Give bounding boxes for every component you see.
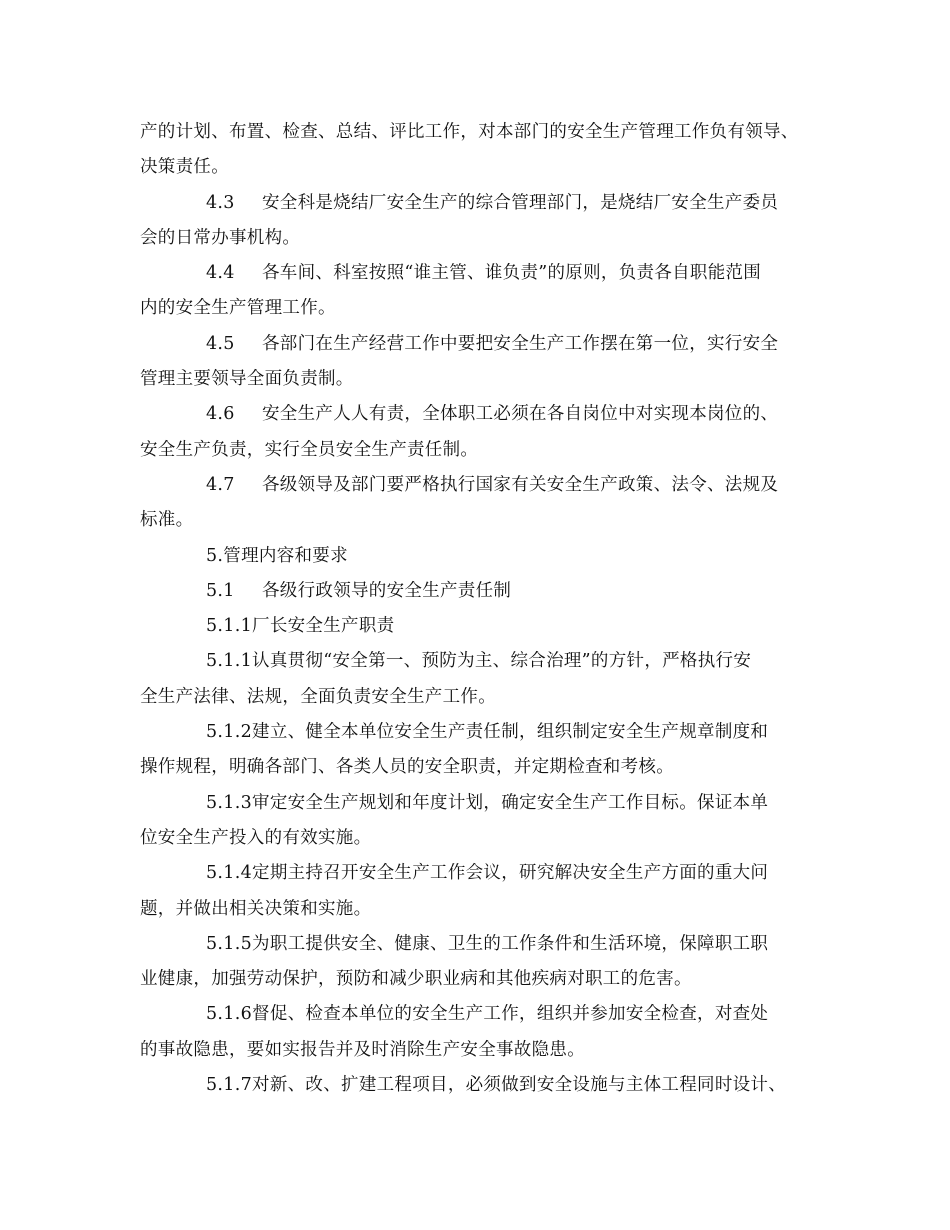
paragraph-line: 各车间、科室按照“谁主管、谁负责”的原则，负责各自职能范围 [262,263,762,284]
paragraph-line: 内的安全生产管理工作。 [140,298,336,319]
clause-4-3 [140,186,820,221]
clause-number: 4.3 [206,192,235,213]
paragraph-line: 5.1.7对新、改、扩建工程项目，必须做到安全设施与主体工程同时设计、 [206,1075,787,1096]
paragraph-line: 5.1.1认真贯彻“安全第一、预防为主、综合治理”的方针，严格执行安 [206,651,752,672]
paragraph-line: 各级领导及部门要严格执行国家有关安全生产政策、法令、法规及 [262,474,779,495]
clause-number: 4.4 [206,263,235,284]
paragraph-line: 的事故隐患，要如实报告并及时消除生产安全事故隐患。 [140,1039,585,1060]
paragraph-line: 产的计划、布置、检查、总结、评比工作，对本部门的安全生产管理工作负有领导、 [140,122,799,142]
clause-number: 4.6 [206,404,235,425]
clause-number: 5.1 [206,580,235,601]
paragraph-line: 管理主要领导全面负责制。 [140,369,354,390]
clause-4-4 [140,256,820,291]
paragraph-line: 全生产法律、法规，全面负责安全生产工作。 [140,686,496,707]
paragraph-line: 5.1.2建立、健全本单位安全生产责任制，组织制定安全生产规章制度和 [206,722,769,743]
paragraph-line: 5.1.3审定安全生产规划和年度计划，确定安全生产工作目标。保证本单 [206,792,769,813]
paragraph-line: 5.1.6督促、检查本单位的安全生产工作，组织并参加安全检查，对查处 [206,1004,769,1025]
paragraph-line: 5.1.5为职工提供安全、健康、卫生的工作条件和生活环境，保障职工职 [206,933,769,954]
paragraph-line: 决策责任。 [140,157,229,178]
clause-number: 4.7 [206,474,235,495]
paragraph-line: 题，并做出相关决策和实施。 [140,898,372,919]
clause-number: 4.5 [206,333,235,354]
paragraph-line: 安全科是烧结厂安全生产的综合管理部门，是烧结厂安全生产委员 [262,192,779,213]
paragraph-line: 业健康，加强劳动保护，预防和减少职业病和其他疾病对职工的危害。 [140,969,692,990]
paragraph-line: 安全生产负责，实行全员安全生产责任制。 [140,439,479,460]
section-heading: 5.管理内容和要求 [206,545,348,566]
paragraph-line: 操作规程，明确各部门、各类人员的安全职责，并定期检查和考核。 [140,757,674,778]
paragraph-line: 5.1.4定期主持召开安全生产工作会议，研究解决安全生产方面的重大问 [206,863,769,884]
clause-4-7 [140,468,820,503]
paragraph-line: 位安全生产投入的有效实施。 [140,827,372,848]
paragraph-line: 会的日常办事机构。 [140,227,301,248]
subsection-heading: 5.1.1厂长安全生产职责 [206,616,395,637]
clause-4-5 [140,327,820,362]
clause-4-6 [140,397,820,432]
paragraph-line: 各部门在生产经营工作中要把安全生产工作摆在第一位，实行安全 [262,333,779,354]
paragraph-line: 安全生产人人有责，全体职工必须在各自岗位中对实现本岗位的、 [262,404,779,425]
paragraph-line: 各级行政领导的安全生产责任制 [262,580,512,601]
clause-5-1 [140,574,820,609]
paragraph-line: 标准。 [140,510,194,531]
document-body [140,115,820,1103]
